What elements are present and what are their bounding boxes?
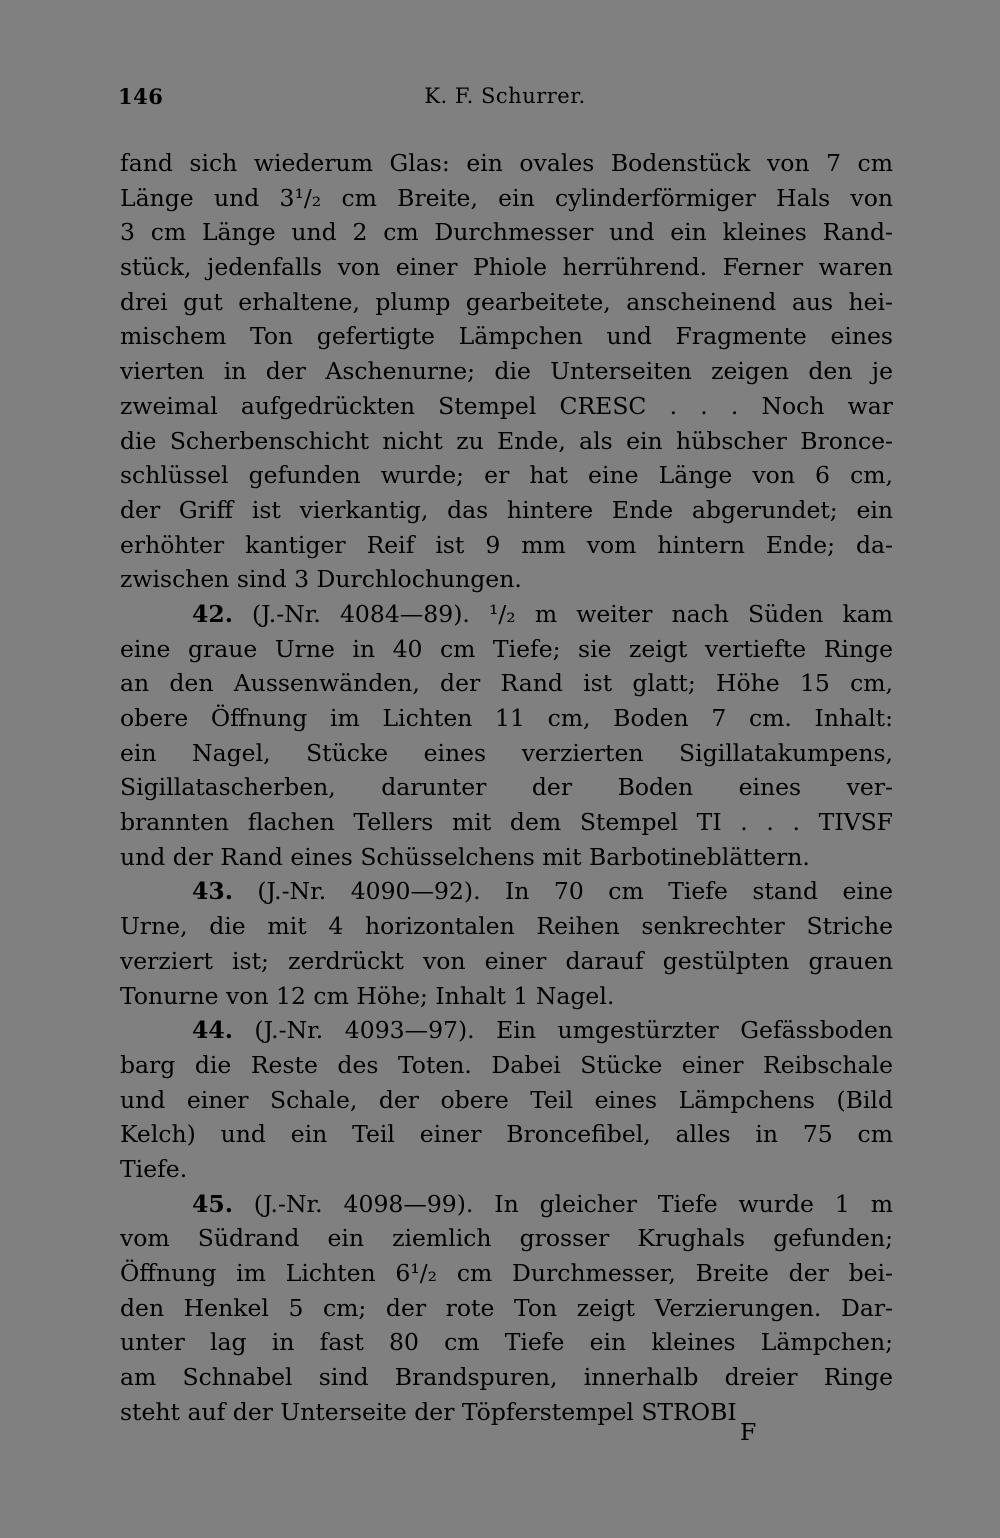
text-line: Öffnung im Lichten 6¹/₂ cm Durchmesser, Breite der bei- bbox=[120, 1259, 893, 1287]
text-line: Tiefe. bbox=[120, 1154, 188, 1183]
text-line: den Henkel 5 cm; der rote Ton zeigt Verzierungen. Dar- bbox=[120, 1293, 893, 1322]
stamp-continuation: F bbox=[740, 1418, 757, 1446]
text-line: schlüssel gefunden wurde; er hat eine Länge von 6 cm, bbox=[120, 461, 893, 490]
entry-number: 42. bbox=[192, 599, 233, 628]
text-line: an den Aussenwänden, der Rand ist glatt; Höhe 15 cm, bbox=[120, 669, 893, 698]
text-line: barg die Reste des Toten. Dabei Stücke einer Reibschale bbox=[120, 1050, 893, 1079]
text-line: stück, jedenfalls von einer Phiole herrührend. Ferner waren bbox=[120, 253, 893, 282]
text-line: Kelch) und ein Teil einer Broncefibel, alles in 75 cm bbox=[120, 1120, 893, 1149]
text-line: zweimal aufgedrückten Stempel CRESC . . . Noch war bbox=[120, 391, 893, 420]
body-text bbox=[120, 146, 893, 1429]
running-header bbox=[118, 84, 892, 118]
page-number: 146 bbox=[118, 84, 164, 109]
text-line: vierten in der Aschenurne; die Unterseiten zeigen den je bbox=[120, 357, 893, 386]
text-line: und der Rand eines Schüsselchens mit Barbotineblättern. bbox=[120, 842, 810, 871]
text-line: der Griff ist vierkantig, das hintere Ende abgerundet; ein bbox=[120, 495, 893, 524]
text-line: und einer Schale, der obere Teil eines Lämpchens (Bild bbox=[120, 1085, 893, 1114]
entry-line-43: 43. (J.-Nr. 4090—92). In 70 cm Tiefe stand eine bbox=[192, 877, 893, 906]
text-line: Länge und 3¹/₂ cm Breite, ein cylinderförmiger Hals von bbox=[120, 183, 893, 212]
text-line: eine graue Urne in 40 cm Tiefe; sie zeigt vertiefte Ringe bbox=[120, 634, 893, 663]
text-line: verziert ist; zerdrückt von einer darauf gestülpten grauen bbox=[120, 946, 893, 975]
entry-number: 44. bbox=[192, 1016, 233, 1045]
running-title: K. F. Schurrer. bbox=[424, 84, 586, 108]
entry-line-45: 45. (J.-Nr. 4098—99). In gleicher Tiefe wurde 1 m bbox=[192, 1189, 893, 1218]
entry-line-44: 44. (J.-Nr. 4093—97). Ein umgestürzter Gefässboden bbox=[192, 1016, 893, 1045]
text-line: drei gut erhaltene, plump gearbeitete, anscheinend aus hei- bbox=[120, 287, 893, 316]
text-line: Sigillatascherben, darunter der Boden eines ver- bbox=[120, 773, 893, 802]
text-line: ein Nagel, Stücke eines verzierten Sigillatakumpens, bbox=[120, 738, 893, 767]
text-line: 3 cm Länge und 2 cm Durchmesser und ein kleines Rand- bbox=[120, 218, 893, 247]
entry-line-42: 42. (J.-Nr. 4084—89). ¹/₂ m weiter nach Süden kam bbox=[192, 599, 893, 628]
text-line: Tonurne von 12 cm Höhe; Inhalt 1 Nagel. bbox=[120, 981, 615, 1010]
text-line: fand sich wiederum Glas: ein ovales Bodenstück von 7 cm bbox=[120, 149, 893, 177]
text-line: die Scherbenschicht nicht zu Ende, als ein hübscher Bronce- bbox=[120, 426, 893, 455]
entry-number: 43. bbox=[192, 877, 233, 906]
text-line: erhöhter kantiger Reif ist 9 mm vom hintern Ende; da- bbox=[120, 530, 893, 559]
text-line: zwischen sind 3 Durchlochungen. bbox=[120, 565, 522, 594]
entry-number: 45. bbox=[192, 1189, 233, 1218]
text-line: unter lag in fast 80 cm Tiefe ein kleines Lämpchen; bbox=[120, 1328, 893, 1357]
text-line: mischem Ton gefertigte Lämpchen und Fragmente eines bbox=[120, 322, 893, 351]
text-line: vom Südrand ein ziemlich grosser Krughals gefunden; bbox=[120, 1224, 893, 1253]
text-line: obere Öffnung im Lichten 11 cm, Boden 7 cm. Inhalt: bbox=[120, 704, 893, 732]
text-line: Urne, die mit 4 horizontalen Reihen senkrechter Striche bbox=[120, 912, 893, 941]
text-line: steht auf der Unterseite der Töpferstempel STROBI bbox=[120, 1397, 737, 1426]
text-line: am Schnabel sind Brandspuren, innerhalb dreier Ringe bbox=[120, 1363, 893, 1392]
text-line: brannten flachen Tellers mit dem Stempel TI . . . TIVSF bbox=[120, 808, 893, 837]
